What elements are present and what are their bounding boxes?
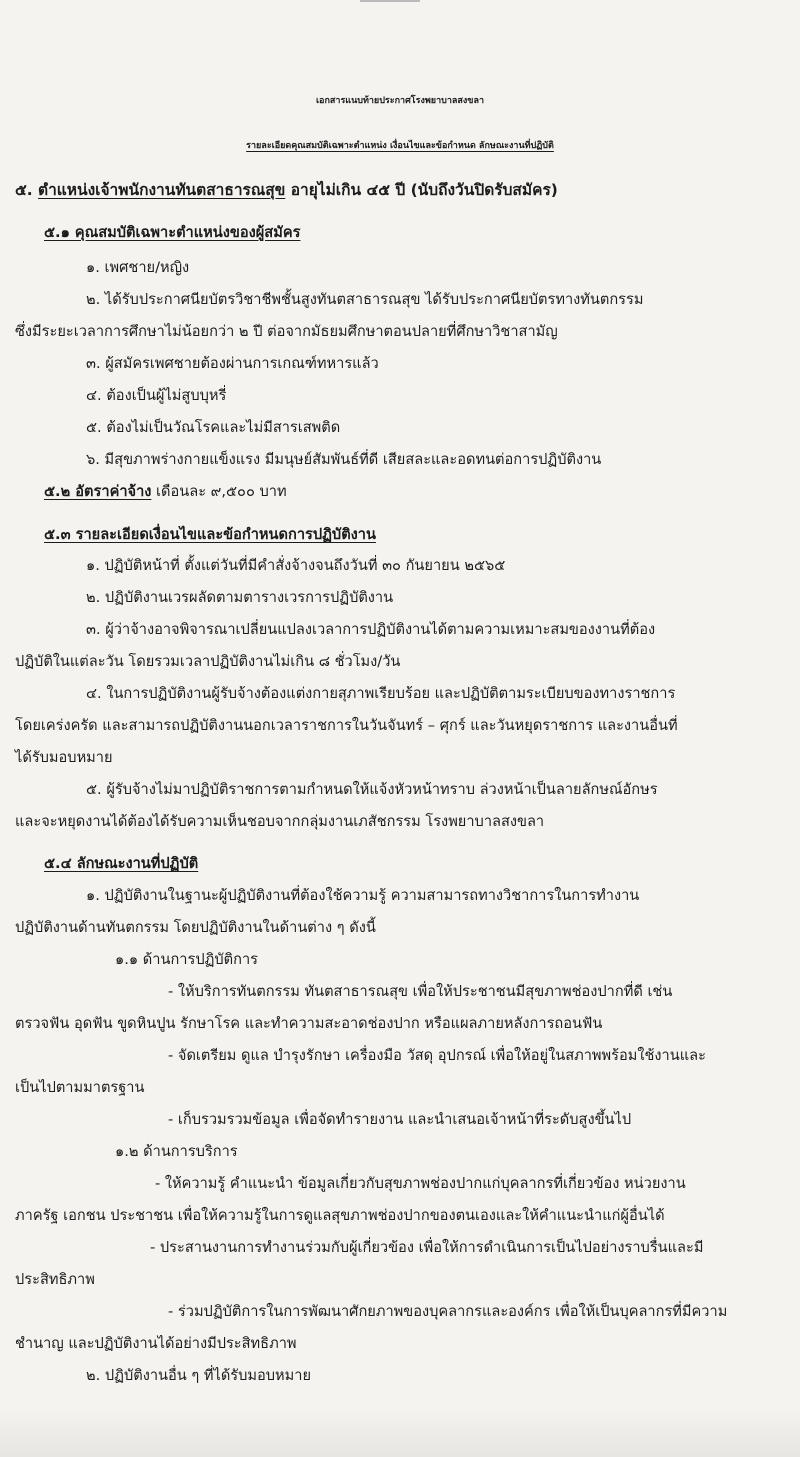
s54-line-14: - ร่วมปฏิบัติการในการพัฒนาศักยภาพของบุคลากรและองค์กร เพื่อให้เป็นบุคลากรที่มีความ xyxy=(168,1303,728,1320)
s54-line-9: ๑.๒ ด้านการบริการ xyxy=(115,1143,238,1160)
s51-item-5: ๕. ต้องไม่เป็นวัณโรคและไม่มีสารเสพติด xyxy=(86,419,341,436)
s53-line-1: ๑. ปฏิบัติหน้าที่ ตั้งแต่วันที่มีคำสั่งจ้างจนถึงวันที่ ๓๐ กันยายน ๒๕๖๕ xyxy=(86,557,506,574)
position-heading xyxy=(15,180,558,200)
s54-line-16: ๒. ปฏิบัติงานอื่น ๆ ที่ได้รับมอบหมาย xyxy=(86,1367,312,1384)
section-5-1-heading: ๕.๑ คุณสมบัติเฉพาะตำแหน่งของผู้สมัคร xyxy=(44,224,301,241)
s54-line-5: ตรวจฟัน อุดฟัน ขูดหินปูน รักษาโรค และทำความสะอาดช่องปาก หรือแผลภายหลังการถอนฟัน xyxy=(15,1015,603,1032)
s53-line-5: ๔. ในการปฏิบัติงานผู้รับจ้างต้องแต่งกายสุภาพเรียบร้อย และปฏิบัติตามระเบียบของทางราชการ xyxy=(86,685,676,702)
position-title: ตำแหน่งเจ้าพนักงานทันตสาธารณสุข xyxy=(38,181,286,199)
section-5-3-heading: ๕.๓ รายละเอียดเงื่อนไขและข้อกำหนดการปฏิบัติงาน xyxy=(44,526,376,543)
s54-line-4: - ให้บริการทันตกรรม ทันตสาธารณสุข เพื่อให้ประชาชนมีสุขภาพช่องปากที่ดี เช่น xyxy=(168,983,673,1000)
s51-item-6: ๖. มีสุขภาพร่างกายแข็งแรง มีมนุษย์สัมพันธ์ที่ดี เสียสละและอดทนต่อการปฏิบัติงาน xyxy=(86,451,602,468)
s54-line-13: ประสิทธิภาพ xyxy=(15,1271,95,1288)
s54-line-10: - ให้ความรู้ คำแนะนำ ข้อมูลเกี่ยวกับสุขภาพช่องปากแก่บุคลากรที่เกี่ยวข้อง หน่วยงาน xyxy=(155,1175,686,1192)
s54-line-1: ๑. ปฏิบัติงานในฐานะผู้ปฏิบัติงานที่ต้องใช้ความรู้ ความสามารถทางวิชาการในการทำงาน xyxy=(86,887,640,904)
section-5-2 xyxy=(44,482,287,502)
s54-line-11: ภาครัฐ เอกชน ประชาชน เพื่อให้ความรู้ในการดูแลสุขภาพช่องปากของตนเองและให้คำแนะนำแก่ผู้อื่นได้ xyxy=(15,1207,665,1224)
page-bottom-shadow xyxy=(0,1407,800,1457)
s53-line-4: ปฏิบัติในแต่ละวัน โดยรวมเวลาปฏิบัติงานไม่เกิน ๘ ชั่วโมง/วัน xyxy=(15,653,401,670)
s53-line-7: ได้รับมอบหมาย xyxy=(15,749,113,766)
s54-line-3: ๑.๑ ด้านการปฏิบัติการ xyxy=(115,951,258,968)
section-5-4-heading: ๕.๔ ลักษณะงานที่ปฏิบัติ xyxy=(44,855,199,872)
s54-line-12: - ประสานงานการทำงานร่วมกับผู้เกี่ยวข้อง เพื่อให้การดำเนินการเป็นไปอย่างราบรื่นและมี xyxy=(150,1239,704,1256)
s51-item-4: ๔. ต้องเป็นผู้ไม่สูบบุหรี่ xyxy=(86,387,227,404)
s51-item-2: ๒. ได้รับประกาศนียบัตรวิชาชีพชั้นสูงทันตสาธารณสุข ได้รับประกาศนียบัตรทางทันตกรรม xyxy=(86,291,644,308)
s54-line-2: ปฏิบัติงานด้านทันตกรรม โดยปฏิบัติงานในด้านต่าง ๆ ดังนี้ xyxy=(15,919,376,936)
s51-item-2-cont: ซึ่งมีระยะเวลาการศึกษาไม่น้อยกว่า ๒ ปี ต่อจากมัธยมศึกษาตอนปลายที่ศึกษาวิชาสามัญ xyxy=(15,323,558,340)
s54-line-8: - เก็บรวมรวมข้อมูล เพื่อจัดทำรายงาน และนำเสนอเจ้าหน้าที่ระดับสูงขึ้นไป xyxy=(168,1111,632,1128)
s51-item-1: ๑. เพศชาย/หญิง xyxy=(86,259,190,276)
scan-mark xyxy=(360,0,420,2)
wage-text: เดือนละ ๙,๕๐๐ บาท xyxy=(151,483,287,500)
s53-line-3: ๓. ผู้ว่าจ้างอาจพิจารณาเปลี่ยนแปลงเวลาการปฏิบัติงานได้ตามความเหมาะสมของงานที่ต้อง xyxy=(86,621,656,638)
s53-line-6: โดยเคร่งครัด และสามารถปฏิบัติงานนอกเวลาราชการในวันจันทร์ – ศุกร์ และวันหยุดราชการ และงานอื่นที่ xyxy=(15,717,678,734)
s51-item-3: ๓. ผู้สมัครเพศชายต้องผ่านการเกณฑ์ทหารแล้ว xyxy=(86,355,379,372)
s53-line-8: ๕. ผู้รับจ้างไม่มาปฏิบัติราชการตามกำหนดให้แจ้งหัวหน้าทราบ ล่วงหน้าเป็นลายลักษณ์อักษร xyxy=(86,781,658,798)
s54-line-6: - จัดเตรียม ดูแล บำรุงรักษา เครื่องมือ วัสดุ อุปกรณ์ เพื่อให้อยู่ในสภาพพร้อมใช้งานและ xyxy=(168,1047,706,1064)
document-subtitle: รายละเอียดคุณสมบัติเฉพาะตำแหน่ง เงื่อนไขและข้อกำหนด ลักษณะงานที่ปฏิบัติ xyxy=(246,141,554,151)
section-5-2-heading: ๕.๒ อัตราค่าจ้าง xyxy=(44,483,152,500)
position-age: อายุไม่เกิน ๔๕ ปี (นับถึงวันปิดรับสมัคร) xyxy=(290,181,558,199)
s54-line-7: เป็นไปตามมาตรฐาน xyxy=(15,1079,145,1096)
s53-line-9: และจะหยุดงานได้ต้องได้รับความเห็นชอบจากกลุ่มงานเภสัชกรรม โรงพยาบาลสงขลา xyxy=(15,813,545,830)
document-title: เอกสารแนบท้ายประกาศโรงพยาบาลสงขลา xyxy=(315,96,485,106)
s53-line-2: ๒. ปฏิบัติงานเวรผลัดตามตารางเวรการปฏิบัติงาน xyxy=(86,589,394,606)
s54-line-15: ชำนาญ และปฏิบัติงานได้อย่างมีประสิทธิภาพ xyxy=(15,1335,297,1352)
position-number: ๕. xyxy=(15,181,33,199)
